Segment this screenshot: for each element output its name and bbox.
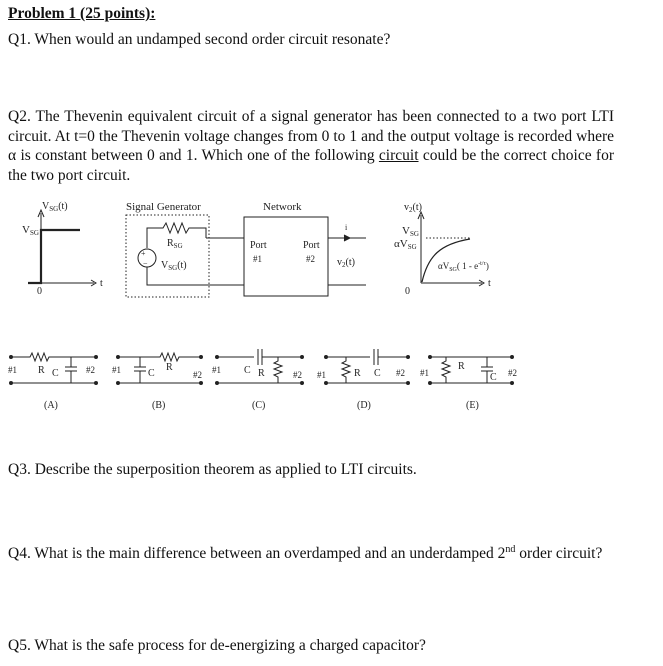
question-4-text: Q4. What is the main difference between an overdamped and an underdamped 2	[8, 545, 506, 563]
svg-text:−: −	[143, 259, 148, 268]
network-box	[206, 201, 366, 296]
svg-text:(C): (C)	[252, 400, 266, 411]
signal-generator	[126, 201, 209, 297]
svg-text:αVSG( 1 - e-t/τ): $\alpha V_{SG}$( $1 - e^{-t/\tau}$)	[438, 261, 489, 273]
svg-text:R: R	[166, 362, 173, 373]
svg-text:t: t	[100, 278, 103, 289]
svg-text:VSG(t): $V_{SG}(t)$	[42, 201, 68, 213]
input-step-graph	[22, 201, 103, 297]
svg-text:C: C	[148, 368, 155, 379]
svg-text:Network: Network	[263, 201, 302, 213]
svg-text:#1: #1	[8, 365, 17, 375]
svg-text:C: C	[244, 365, 251, 376]
svg-text:#1: #1	[253, 254, 262, 264]
svg-text:R: R	[458, 361, 465, 372]
svg-text:C: C	[374, 368, 381, 379]
svg-text:Port: Port	[250, 240, 267, 251]
question-2-underlined: circuit	[378, 147, 419, 164]
svg-text:Port: Port	[303, 240, 320, 251]
svg-text:t: t	[488, 278, 491, 289]
option-a-circuit	[8, 353, 98, 411]
svg-text:VSG: VSG	[402, 225, 419, 238]
svg-text:v2(t): $v_2(t)$	[337, 257, 355, 269]
problem-title: Problem 1 (25 points):	[8, 5, 156, 22]
option-e-circuit	[420, 356, 517, 412]
svg-text:C: C	[52, 368, 59, 379]
svg-text:VSG: VSG	[22, 224, 39, 237]
question-4-text-end: order circuit?	[515, 545, 603, 563]
svg-text:v2(t): $v_2(t)$	[404, 202, 422, 214]
svg-text:R: R	[354, 368, 361, 379]
output-response-graph	[394, 202, 491, 297]
svg-text:#1: #1	[212, 365, 221, 375]
question-3: Q3. Describe the superposition theorem as applied to LTI circuits.	[8, 461, 417, 478]
svg-text:0: 0	[37, 286, 42, 297]
question-5: Q5. What is the safe process for de-energizing a charged capacitor?	[8, 637, 426, 654]
question-2-text: Q2. The Thevenin equivalent circuit of a signal generator has been connected to a two port LTI circuit. At t=0 the Thevenin voltage changes from 0 to 1 and the output voltage is recorded where α is constant between 0 and 1. Which one of the following	[8, 108, 614, 164]
svg-text:#1: #1	[112, 365, 121, 375]
option-d-circuit	[317, 349, 410, 411]
question-4-superscript: nd	[505, 544, 516, 555]
svg-text:#1: #1	[317, 370, 326, 380]
svg-text:R: R	[38, 365, 45, 376]
svg-text:#2: #2	[306, 254, 315, 264]
option-b-circuit	[112, 353, 203, 411]
svg-text:#2: #2	[193, 370, 202, 380]
option-c-circuit	[212, 349, 304, 411]
question-1: Q1. When would an undamped second order circuit resonate?	[8, 31, 391, 48]
svg-text:C: C	[490, 372, 497, 383]
svg-text:(B): (B)	[152, 400, 166, 411]
svg-text:#1: #1	[420, 368, 429, 378]
svg-text:αVSG: αVSG	[394, 238, 417, 251]
svg-text:VSG(t): $V_{SG}(t)$	[161, 260, 187, 272]
svg-text:(E): (E)	[466, 400, 479, 411]
question-2-text-end: could be the correct choice for the two port circuit.	[8, 147, 614, 184]
svg-text:(A): (A)	[44, 400, 58, 411]
svg-text:#2: #2	[508, 368, 517, 378]
svg-text:#2: #2	[396, 368, 405, 378]
svg-text:0: 0	[405, 286, 410, 297]
svg-text:#2: #2	[293, 370, 302, 380]
svg-text:(D): (D)	[357, 400, 371, 411]
svg-text:Signal Generator: Signal Generator	[126, 201, 201, 213]
svg-text:i: i	[345, 223, 348, 232]
svg-text:+: +	[141, 249, 146, 258]
svg-text:R: R	[258, 368, 265, 379]
svg-text:RSG: $R_{SG}$	[167, 238, 183, 250]
svg-text:#2: #2	[86, 365, 95, 375]
